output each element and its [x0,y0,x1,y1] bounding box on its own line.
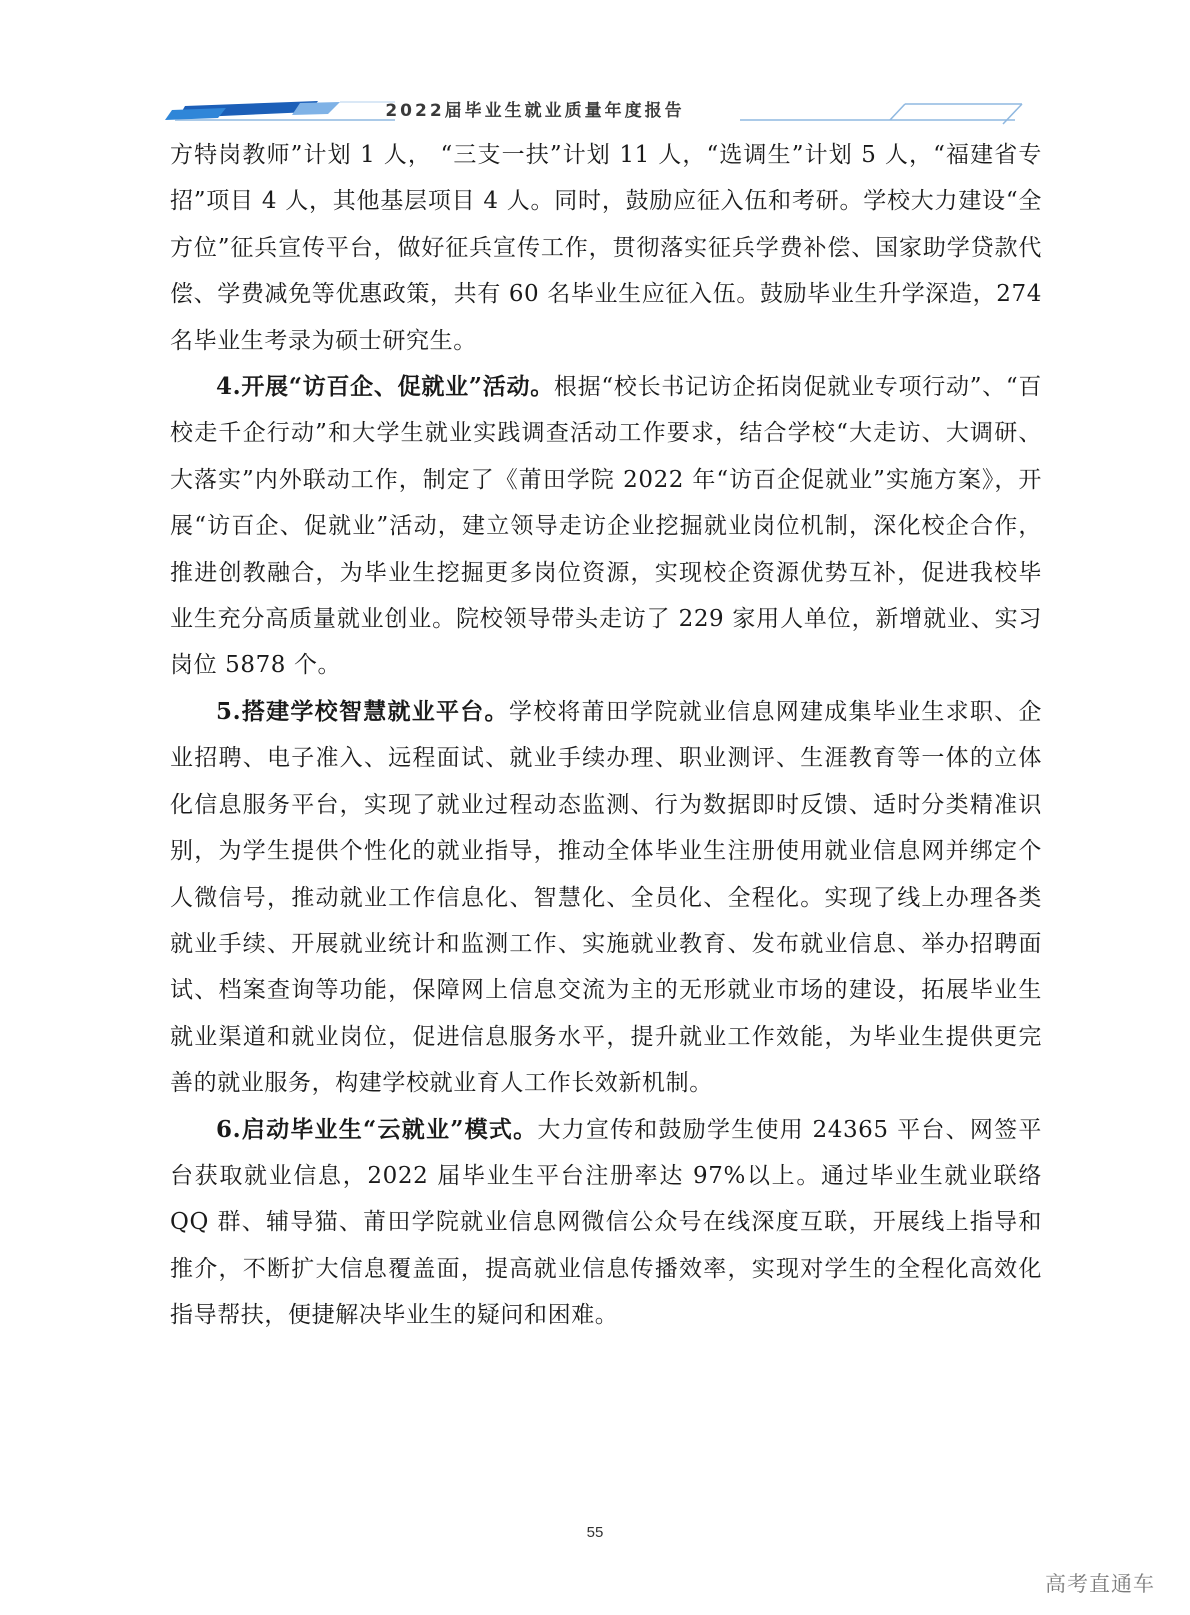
paragraph-heading: 4.开展“访百企、促就业”活动。 [216,373,554,401]
paragraph-cloud-employment [170,1107,1042,1339]
page-number: 55 [586,1524,604,1541]
paragraph-grassroots [170,132,1042,364]
report-title: 2022届毕业生就业质量年度报告 [385,101,685,121]
page-header [0,0,1190,140]
paragraph-text: 大力宣传和鼓励学生使用 24365 平台、网签平台获取就业信息，2022 届毕业生平台注册率达 97%以上。通过毕业生就业联络 QQ 群、辅导猫、莆田学院就业信息网微信公众号在线深度互联，开展线上指导和推介，不断扩大信息覆盖面，提高就业信息传播效率，实现对学生的全程化高效化指导帮扶，便捷解决毕业生的疑问和困难。 [170,1116,1042,1329]
paragraph-heading: 5.搭建学校智慧就业平台。 [216,697,509,725]
paragraph-visit-enterprises [170,364,1042,689]
watermark-text: 高考直通车 [1045,1572,1155,1596]
paragraph-text: 根据“校长书记访企拓岗促就业专项行动”、“百校走千企行动”和大学生就业实践调查活动工作要求，结合学校“大走访、大调研、大落实”内外联动工作，制定了《莆田学院 2022 年“访百企促就业”实施方案》，开展“访百企、促就业”活动，建立领导走访企业挖掘就业岗位机制，深化校企合作，推进创教融合，为毕业生挖掘更多岗位资源，实现校企资源优势互补，促进我校毕业生充分高质量就业创业。院校领导带头走访了 229 家用人单位，新增就业、实习岗位 5878 个。 [170,374,1042,679]
document-body [170,132,1042,1339]
paragraph-text: 方特岗教师”计划 1 人， “三支一扶”计划 11 人，“选调生”计划 5 人，“福建省专招”项目 4 人，其他基层项目 4 人。同时，鼓励应征入伍和考研。学校大力建设“全方位”征兵宣传平台，做好征兵宣传工作，贯彻落实征兵学费补偿、国家助学贷款代偿、学费减免等优惠政策，共有 60 名毕业生应征入伍。鼓励毕业生升学深造，274 名毕业生考录为硕士研究生。 [170,142,1042,354]
paragraph-smart-platform [170,689,1042,1107]
paragraph-heading: 6.启动毕业生“云就业”模式。 [216,1115,538,1143]
paragraph-text: 学校将莆田学院就业信息网建成集毕业生求职、企业招聘、电子准入、远程面试、就业手续办理、职业测评、生涯教育等一体的立体化信息服务平台，实现了就业过程动态监测、行为数据即时反馈、适时分类精准识别，为学生提供个性化的就业指导，推动全体毕业生注册使用就业信息网并绑定个人微信号，推动就业工作信息化、智慧化、全员化、全程化。实现了线上办理各类就业手续、开展就业统计和监测工作、实施就业教育、发布就业信息、举办招聘面试、档案查询等功能，保障网上信息交流为主的无形就业市场的建设，拓展毕业生就业渠道和就业岗位，促进信息服务水平，提升就业工作效能，为毕业生提供更完善的就业服务，构建学校就业育人工作长效新机制。 [170,698,1043,1097]
